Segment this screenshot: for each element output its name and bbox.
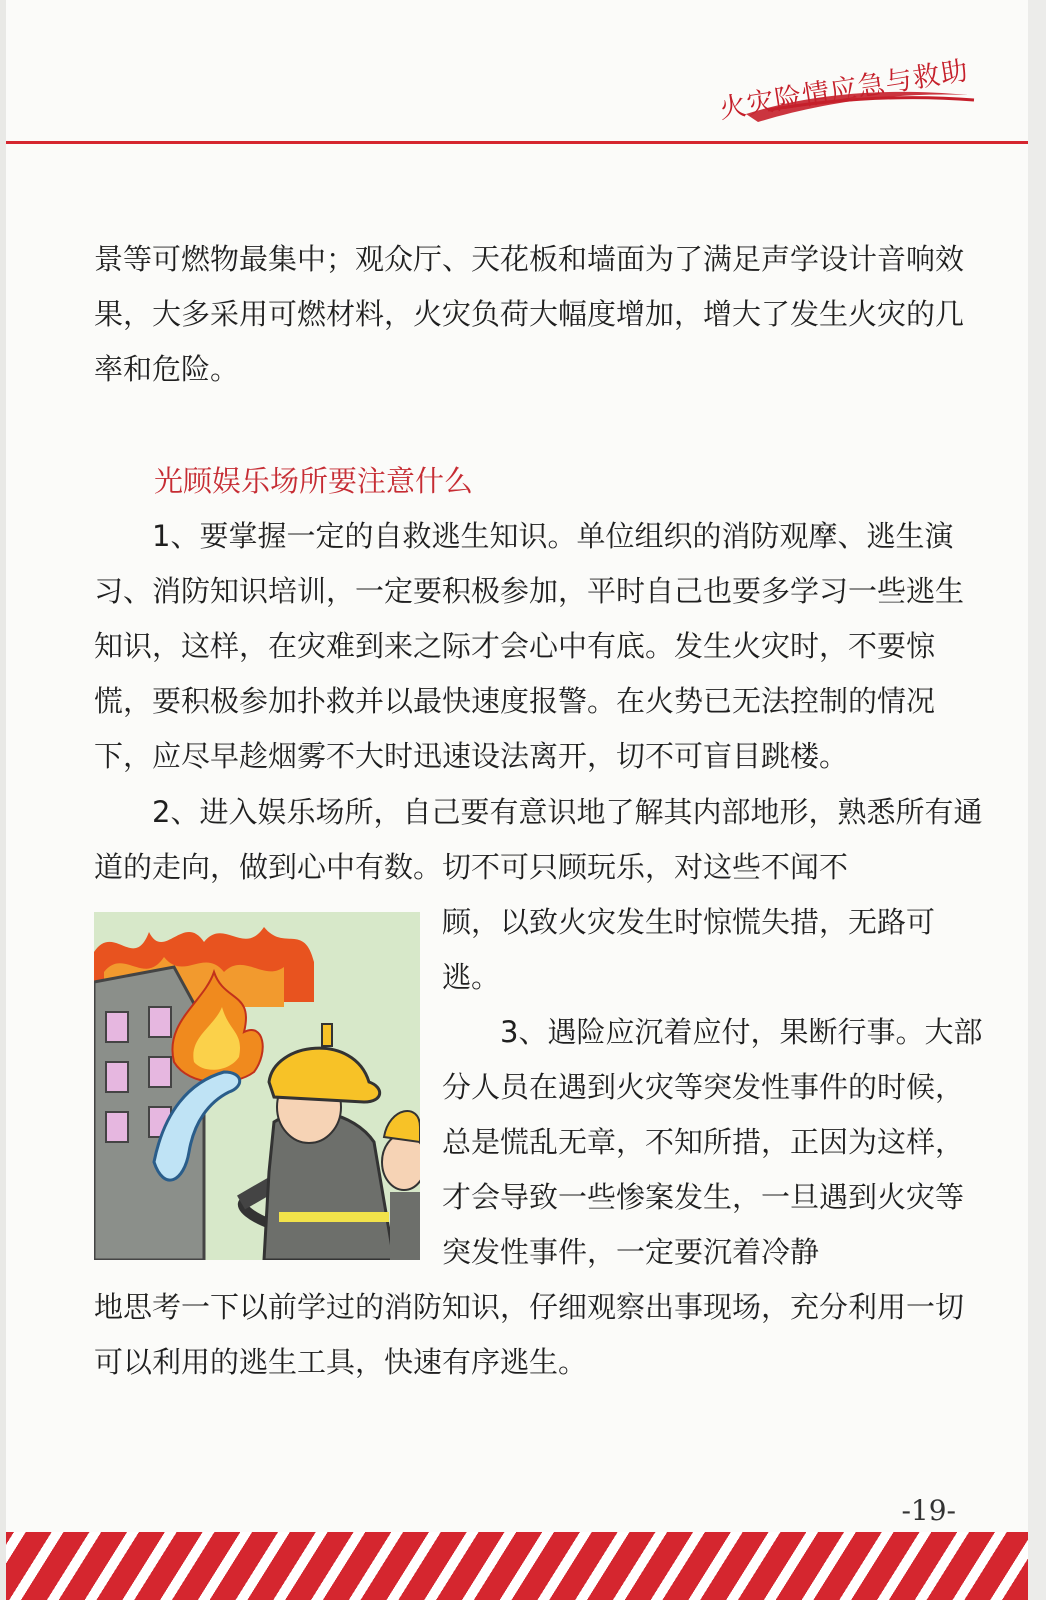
paragraph-3: 3、遇险应沉着应付，果断行事。大部分人员在遇到火灾等突发性事件的时候，总是慌乱无章，不知所措，正因为这样，才会导致一些惨案发生，一旦遇到火灾等突发性事件，一定要沉着冷静 [442,1015,983,1269]
footer-stripes [6,1532,1028,1600]
intro-paragraph: 景等可燃物最集中；观众厅、天花板和墙面为了满足声学设计音响效果，大多采用可燃材料，火灾负荷大幅度增加，增大了发生火灾的几率和危险。 [94,242,965,386]
header-title-text: 火灾险情应急与救助 [717,55,971,126]
paragraph-2-continued: 顾，以致火灾发生时惊慌失措，无路可逃。 [442,905,936,994]
paragraph-1: 1、要掌握一定的自救逃生知识。单位组织的消防观摩、逃生演习、消防知识培训，一定要积极参加，平时自己也要多学习一些逃生知识，这样，在灾难到来之际才会心中有底。发生火灾时，不要惊慌，要积极参加扑救并以最快速度报警。在火势已无法控制的情况下，应尽早趁烟雾不大时迅速设法离开，切不可盲目跳楼。 [94,519,965,773]
paragraph-3-continued: 地思考一下以前学过的消防知识，仔细观察出事现场，充分利用一切可以利用的逃生工具，快速有序逃生。 [94,1290,965,1379]
top-divider [6,141,1028,144]
page-number: -19- [901,1494,956,1527]
firefighter-illustration [94,912,420,1260]
firefighter-icon [94,912,420,1260]
paragraph-2: 2、进入娱乐场所，自己要有意识地了解其内部地形，熟悉所有通道的走向，做到心中有数。切不可只顾玩乐，对这些不闻不 [94,795,983,884]
section-heading: 光顾娱乐场所要注意什么 [154,464,474,498]
header-title [717,40,978,130]
